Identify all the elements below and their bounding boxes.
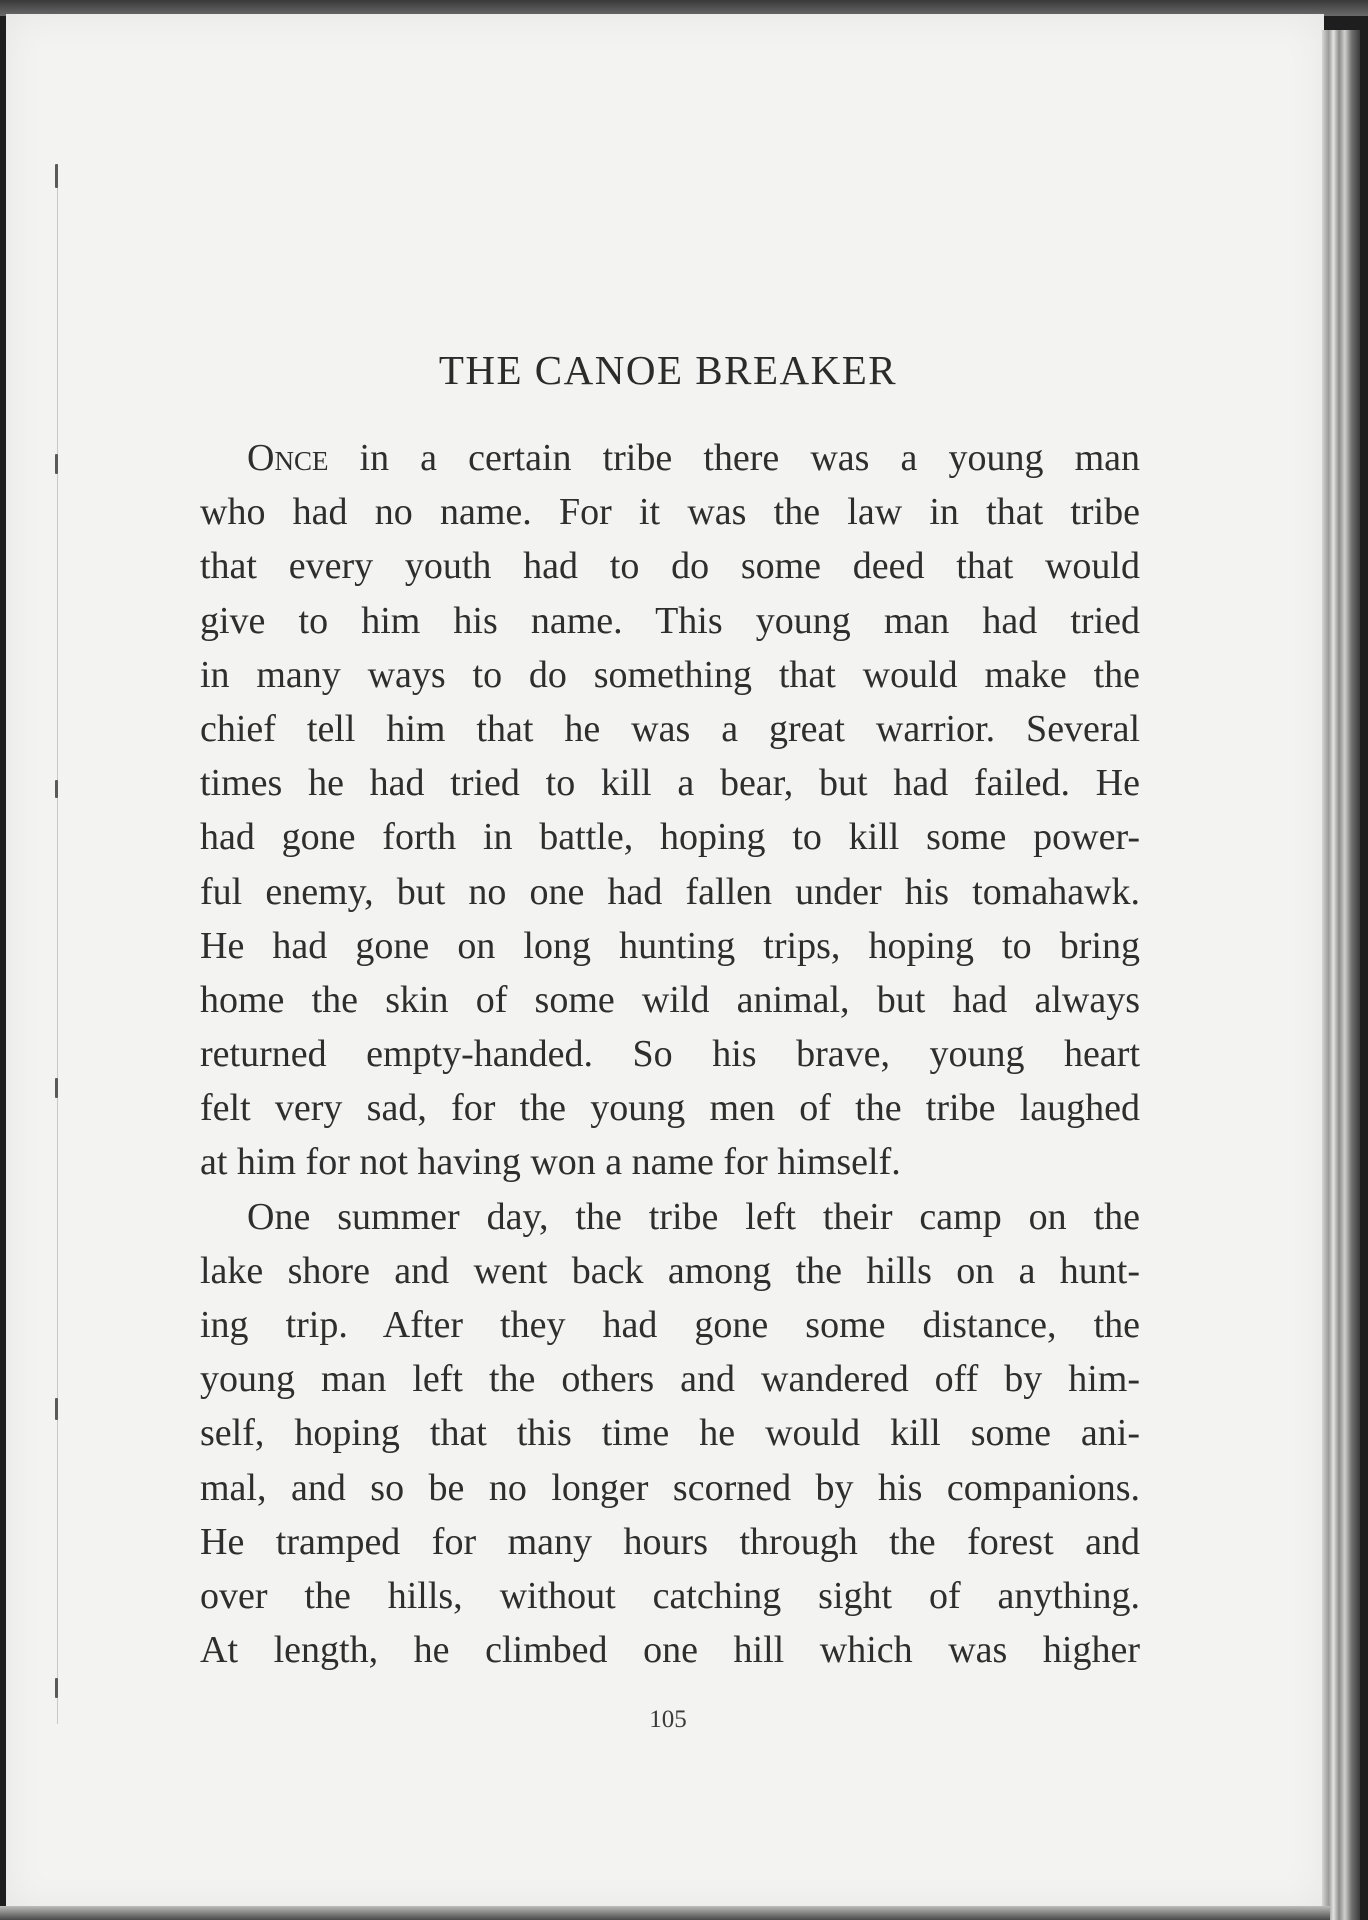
text-line: give to him his name. This young man had tried: [200, 599, 1140, 642]
text-line: that every youth had to do some deed that would: [200, 545, 1140, 588]
text-line: ing trip. After they had gone some distance, the: [200, 1304, 1140, 1346]
binding-thread-mark: [55, 164, 58, 188]
text-line-rest: in a certain tribe there was a young man: [328, 437, 1140, 479]
text-line: self, hoping that this time he would kill some ani-: [200, 1412, 1140, 1455]
paragraph-2: [200, 1190, 1140, 1678]
text-line: [200, 431, 1140, 485]
chapter-body: [200, 431, 1140, 1677]
lead-word: Once: [247, 437, 329, 479]
text-line: At length, he climbed one hill which was higher: [200, 1629, 1140, 1672]
text-line: felt very sad, for the young men of the tribe laughed: [200, 1087, 1140, 1130]
text-line: chief tell him that he was a great warrior. Several: [200, 707, 1140, 750]
text-line: young man left the others and wandered off by him-: [200, 1358, 1140, 1401]
text-line: times he had tried to kill a bear, but had failed. He: [200, 762, 1140, 805]
page-number: 105: [649, 1706, 687, 1733]
text-line: had gone forth in battle, hoping to kill some power-: [200, 816, 1140, 859]
bottom-edge-shadow: [0, 1906, 1330, 1920]
binding-thread-mark: [55, 454, 58, 474]
text-line: lake shore and went back among the hills on a hunt-: [200, 1249, 1140, 1292]
text-line: He tramped for many hours through the forest and: [200, 1520, 1140, 1563]
text-line: at him for not having won a name for himself.: [200, 1141, 901, 1184]
binding-thread-mark: [55, 1078, 58, 1098]
page-stack-edge: [1322, 30, 1360, 1920]
text-line: over the hills, without catching sight of anything.: [200, 1574, 1140, 1617]
text-line: home the skin of some wild animal, but had always: [200, 978, 1140, 1021]
binding-thread-mark: [55, 1398, 58, 1420]
paragraph-1: [200, 431, 1140, 1190]
text-line: ful enemy, but no one had fallen under his tomahawk.: [200, 870, 1140, 913]
text-line: One summer day, the tribe left their camp on the: [247, 1195, 1140, 1238]
binding-thread-mark: [55, 780, 58, 798]
text-line: mal, and so be no longer scorned by his companions.: [200, 1466, 1140, 1509]
text-line: in many ways to do something that would make the: [200, 653, 1140, 696]
binding-thread-mark: [55, 1678, 58, 1698]
text-line: returned empty-handed. So his brave, young heart: [200, 1033, 1140, 1076]
text-line: who had no name. For it was the law in that tribe: [200, 491, 1140, 534]
chapter-title: THE CANOE BREAKER: [438, 347, 898, 393]
text-line: He had gone on long hunting trips, hoping to bring: [200, 924, 1140, 967]
